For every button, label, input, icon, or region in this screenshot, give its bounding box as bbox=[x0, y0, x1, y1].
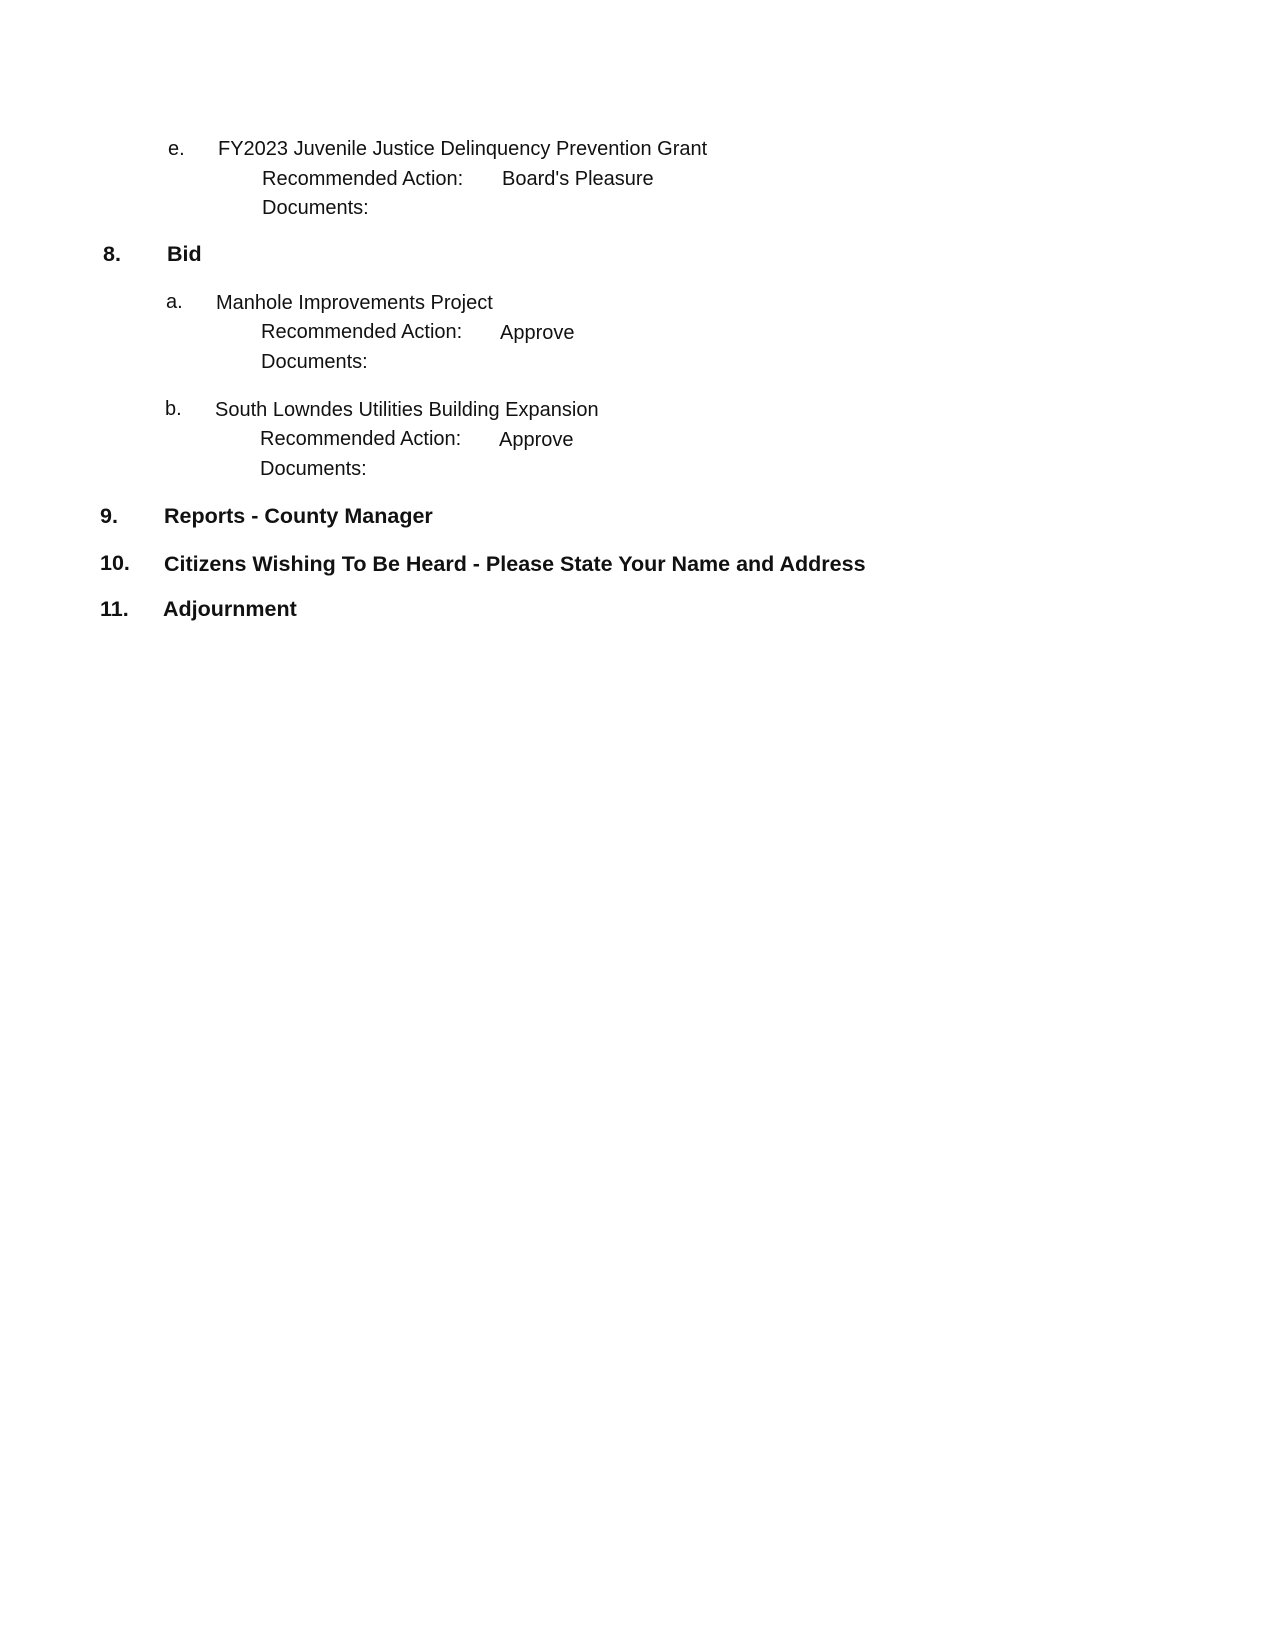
section-title: Bid bbox=[167, 242, 202, 266]
section-number: 11. bbox=[100, 597, 129, 621]
recommended-action-label: Recommended Action: bbox=[261, 321, 463, 343]
section-title: Reports - County Manager bbox=[164, 504, 433, 528]
item-title: FY2023 Juvenile Justice Delinquency Prevention Grant bbox=[218, 138, 708, 160]
item-letter: b. bbox=[165, 398, 182, 420]
documents-label: Documents: bbox=[262, 197, 369, 219]
item-letter: a. bbox=[166, 291, 183, 313]
recommended-action-value: Approve bbox=[499, 429, 574, 451]
section-number: 8. bbox=[103, 242, 121, 266]
item-title: Manhole Improvements Project bbox=[216, 292, 493, 314]
documents-label: Documents: bbox=[260, 458, 367, 480]
section-number: 10. bbox=[100, 551, 130, 575]
item-title: South Lowndes Utilities Building Expansion bbox=[215, 399, 599, 421]
section-number: 9. bbox=[100, 504, 118, 528]
recommended-action-value: Board's Pleasure bbox=[502, 168, 654, 190]
recommended-action-value: Approve bbox=[500, 322, 575, 344]
recommended-action-label: Recommended Action: bbox=[260, 428, 462, 450]
recommended-action-label: Recommended Action: bbox=[262, 168, 464, 190]
section-title: Adjournment bbox=[163, 597, 297, 621]
documents-label: Documents: bbox=[261, 351, 368, 373]
section-title: Citizens Wishing To Be Heard - Please State Your Name and Address bbox=[164, 552, 866, 576]
item-letter: e. bbox=[168, 138, 185, 160]
